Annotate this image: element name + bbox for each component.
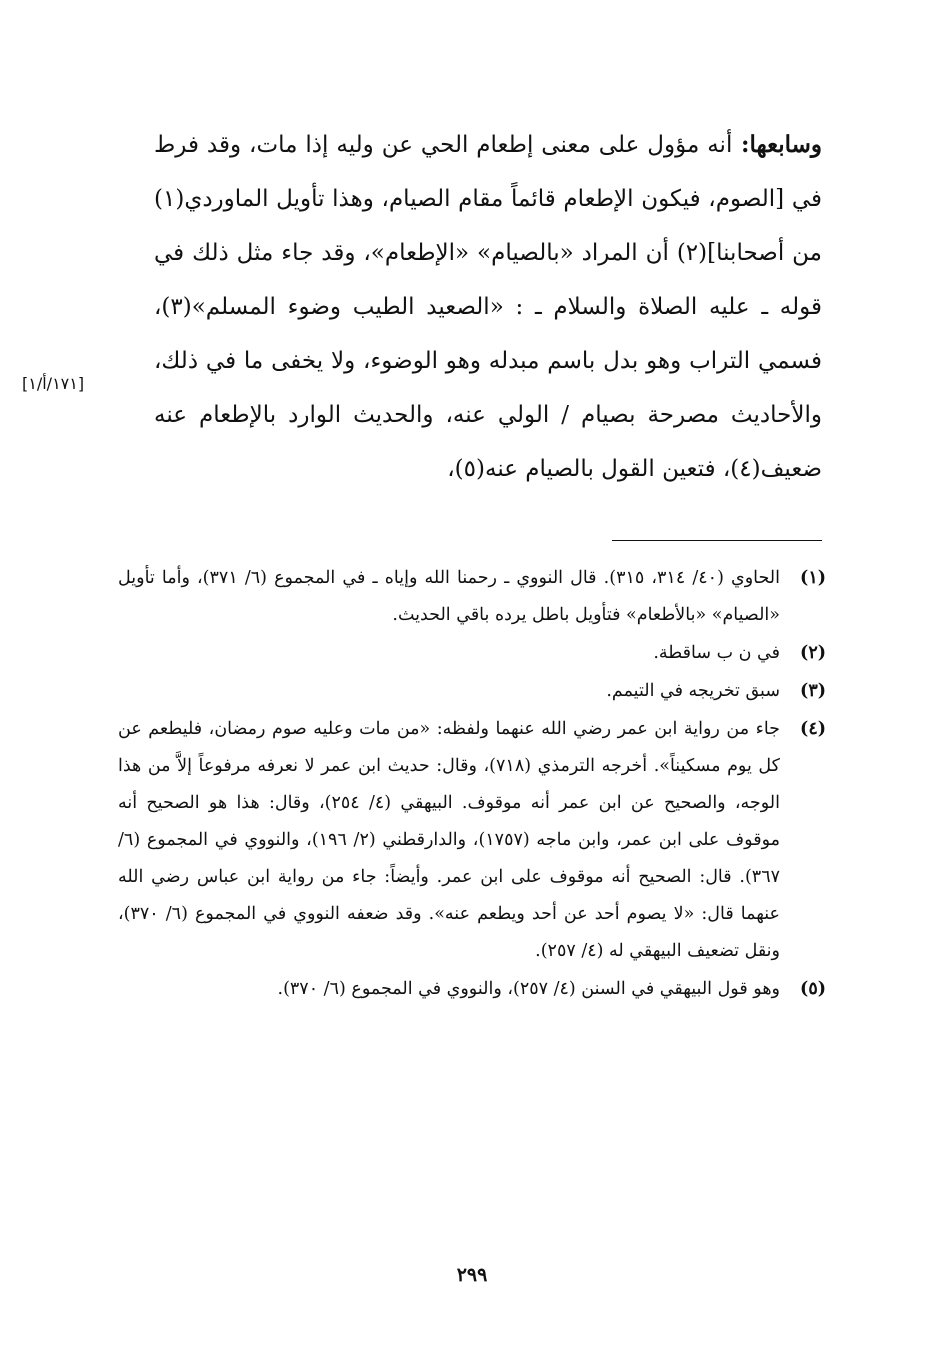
footnotes [118,560,826,1009]
footnote-number: (٣) [800,681,826,701]
footnote-text: سبق تخريجه في التيمم. [606,681,780,701]
footnote-separator [612,540,822,541]
footnote-text: في ن ب ساقطة. [653,643,780,663]
footnote-item [118,560,826,634]
footnote-item [118,971,826,1008]
footnote-text: جاء من رواية ابن عمر رضي الله عنهما ولفظه: «من مات وعليه صوم رمضان، فليطعم عن كل يوم مسكيناً». أخرجه الترمذي (٧١٨)، وقال: حديث ابن عمر لا نعرفه مرفوعاً إلاَّ من هذا الوجه، والصحيح عن ابن عمر أنه موقوف. البيهقي (٤/ ٢٥٤)، وقال: هذا هو الصحيح أنه موقوف على ابن عمر، وابن ماجه (١٧٥٧)، والدارقطني (٢/ ١٩٦)، والنووي في المجموع (٦/ ٣٦٧). قال: الصحيح أنه موقوف على ابن عمر. وأيضاً: جاء من رواية ابن عباس رضي الله عنهما قال: «لا يصوم أحد عن أحد ويطعم عنه». وقد ضعفه النووي في المجموع (٦/ ٣٧٠)، ونقل تضعيف البيهقي له (٤/ ٢٥٧). [118,719,780,961]
footnote-number: (٥) [800,979,826,999]
paragraph-body: أنه مؤول على معنى إطعام الحي عن وليه إذا مات، وقد فرط في [الصوم، فيكون الإطعام قائماً مقام الصيام، وهذا تأويل الماوردي(١) من أصحابنا](٢) أن المراد «بالصيام» «الإطعام»، وقد جاء مثل ذلك في قوله ـ عليه الصلاة والسلام ـ : «الصعيد الطيب وضوء المسلم»(٣)، فسمي التراب وهو بدل باسم مبدله وهو الوضوء، ولا يخفى ما في ذلك، والأحاديث مصرحة بصيام / الولي عنه، والحديث الوارد بالإطعام عنه ضعيف(٤)، فتعين القول بالصيام عنه(٥)، [154,132,822,482]
footnote-number: (٤) [800,719,826,739]
footnote-item [118,711,826,970]
main-paragraph [154,118,822,496]
footnote-item [118,673,826,710]
footnote-item [118,635,826,672]
page-number: ٢٩٩ [456,1264,488,1286]
footnote-text: وهو قول البيهقي في السنن (٤/ ٢٥٧)، والنووي في المجموع (٦/ ٣٧٠). [277,979,780,999]
footnote-text: الحاوي (٤٠/ ٣١٤، ٣١٥). قال النووي ـ رحمنا الله وإياه ـ في المجموع (٦/ ٣٧١)، وأما تأويل «الصيام» «بالأطعام» فتأويل باطل يرده باقي الحديث. [118,568,780,625]
footnote-number: (١) [800,568,826,588]
manuscript-folio-reference: [١٧١/أ/١] [22,374,85,393]
paragraph-lead: وسابعها: [741,131,822,158]
footnote-number: (٢) [800,643,826,663]
